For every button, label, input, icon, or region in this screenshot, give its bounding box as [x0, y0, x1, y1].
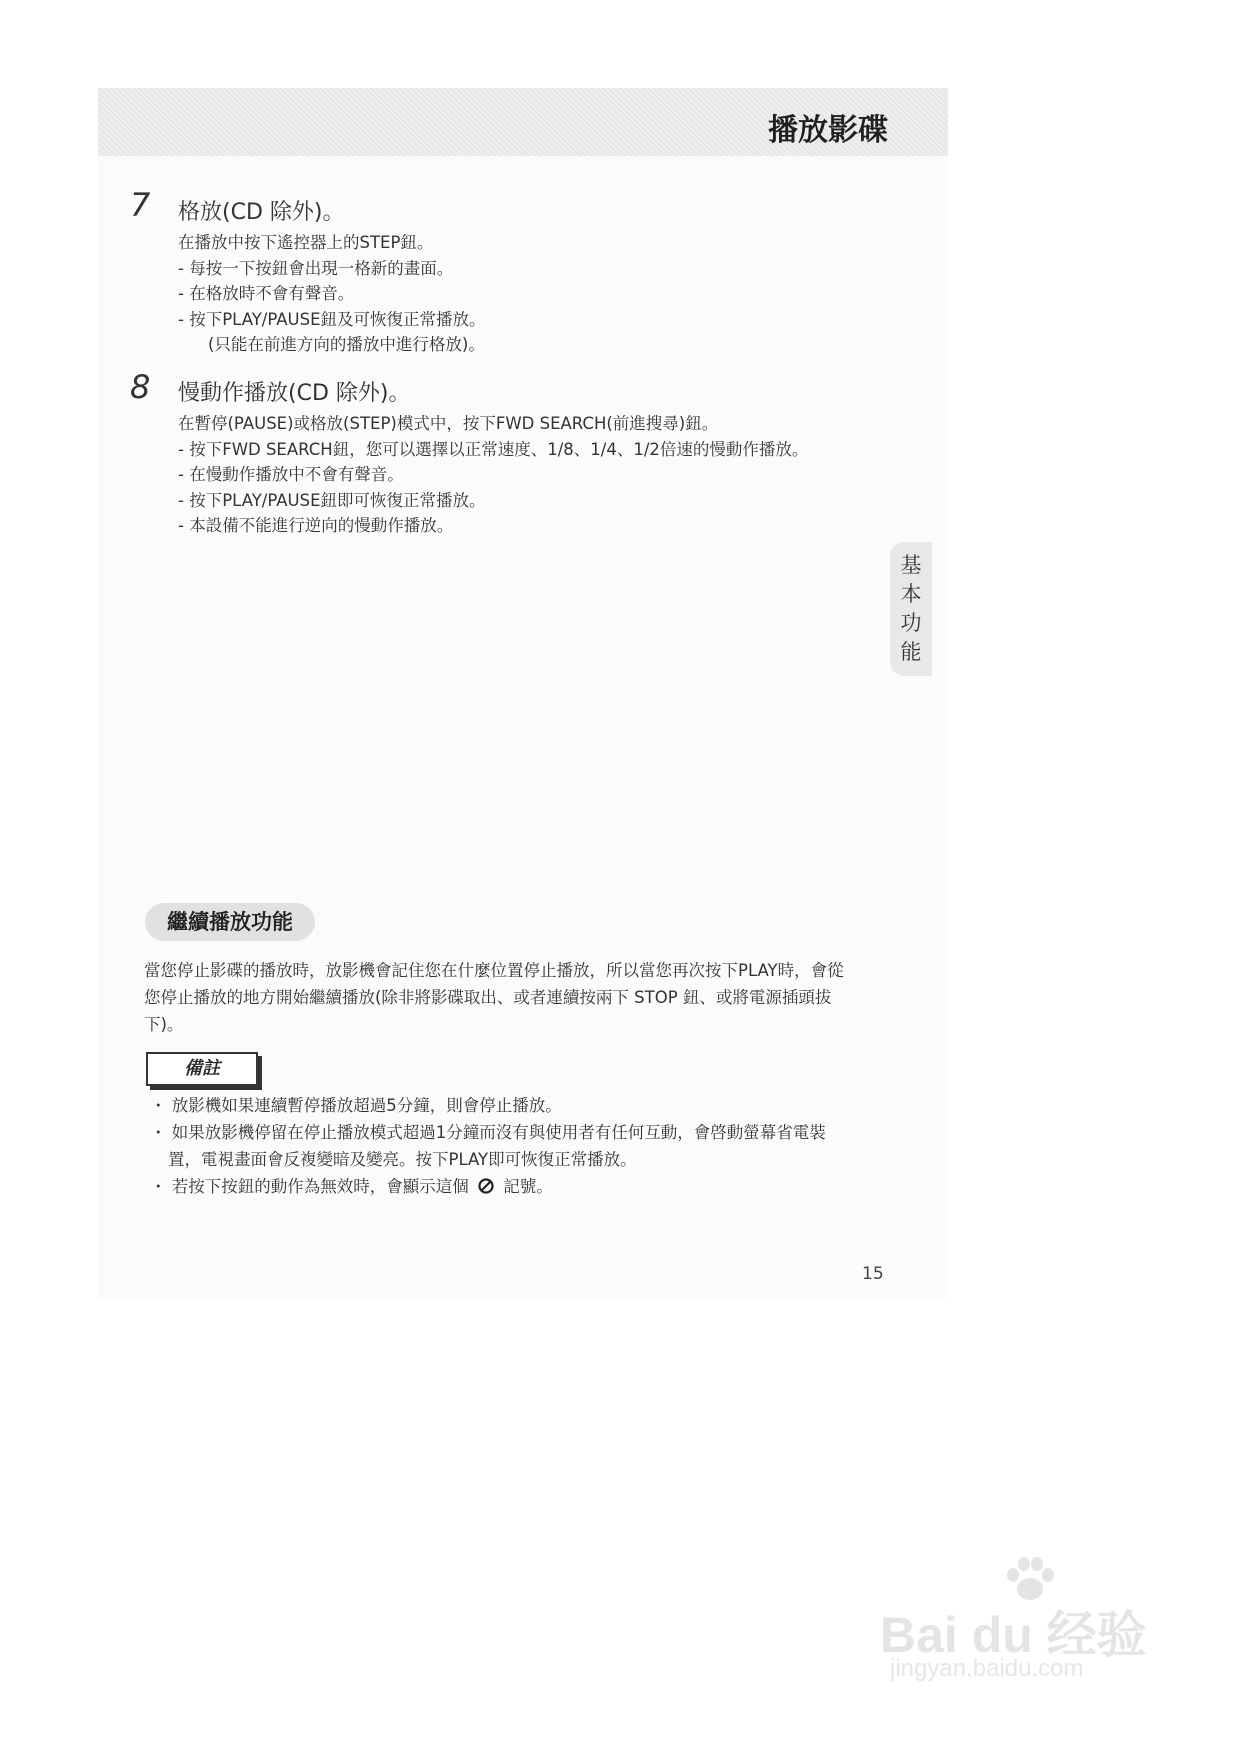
- paragraph-line: 您停止播放的地方開始繼續播放(除非將影碟取出、或者連續按兩下 STOP 鈕、或將電源插頭拔: [144, 988, 832, 1007]
- note-text-before-icon: ・ 若按下按鈕的動作為無效時，會顯示這個: [150, 1177, 469, 1196]
- step-8-instructions: [178, 411, 808, 539]
- section-title: 繼續播放功能: [145, 903, 315, 941]
- note-item: ・ 放影機如果連續暫停播放超過5分鐘，則會停止播放。: [150, 1096, 562, 1115]
- step-7-line: - 按下PLAY/PAUSE鈕及可恢復正常播放。: [178, 309, 486, 329]
- step-7-line: 在播放中按下遙控器上的STEP鈕。: [178, 233, 434, 252]
- paragraph-line: 當您停止影碟的播放時，放影機會記住您在什麼位置停止播放，所以當您再次按下PLAY時，會從: [144, 961, 844, 980]
- paragraph-line: 下)。: [144, 1015, 184, 1034]
- note-text-after-icon: 記號。: [503, 1177, 553, 1196]
- note-item-last: [150, 1173, 890, 1200]
- page-title: 播放影碟: [768, 113, 888, 148]
- step-number-7: 7: [130, 186, 151, 224]
- side-tab-char: 能: [900, 640, 922, 664]
- page-header: [98, 88, 948, 156]
- prohibit-icon: [478, 1175, 494, 1191]
- step-8-line: - 在慢動作播放中不會有聲音。: [178, 465, 404, 484]
- page-number: 15: [862, 1264, 884, 1284]
- step-8-line: 在暫停(PAUSE)或格放(STEP)模式中，按下FWD SEARCH(前進搜尋)鈕。: [178, 414, 719, 433]
- step-8-line: - 按下FWD SEARCH鈕，您可以選擇以正常速度、1/8、1/4、1/2倍速的慢動作播放。: [178, 439, 809, 459]
- baidu-watermark: [880, 1555, 1180, 1685]
- note-item-continued: 置，電視畫面會反複變暗及變亮。按下PLAY即可恢復正常播放。: [168, 1150, 637, 1169]
- step-number-8: 8: [130, 368, 151, 406]
- side-tab-char: 基: [900, 553, 922, 577]
- step-7-line: (只能在前進方向的播放中進行格放)。: [208, 335, 485, 354]
- watermark-url: jingyan.baidu.com: [890, 1655, 1084, 1682]
- watermark-brand: Bai du 经验: [880, 1607, 1147, 1663]
- note-item: ・ 如果放影機停留在停止播放模式超過1分鐘而沒有與使用者有任何互動，會啓動螢幕省電裝: [150, 1123, 826, 1142]
- side-tab-char: 功: [900, 611, 922, 635]
- step-8-title: 慢動作播放(CD 除外)。: [178, 381, 411, 406]
- step-7-title: 格放(CD 除外)。: [178, 200, 345, 225]
- step-7-line: - 在格放時不會有聲音。: [178, 284, 355, 303]
- side-tab-char: 本: [900, 582, 922, 606]
- step-8-line: - 本設備不能進行逆向的慢動作播放。: [178, 516, 454, 535]
- step-8-line: - 按下PLAY/PAUSE鈕即可恢復正常播放。: [178, 490, 486, 510]
- step-7-line: - 每按一下按鈕會出現一格新的畫面。: [178, 258, 454, 278]
- notes-label: 備註: [146, 1052, 258, 1086]
- notes-list: [150, 1092, 890, 1200]
- section-paragraph: [144, 957, 884, 1038]
- chapter-side-tab: [890, 542, 932, 676]
- step-7-instructions: [178, 230, 486, 358]
